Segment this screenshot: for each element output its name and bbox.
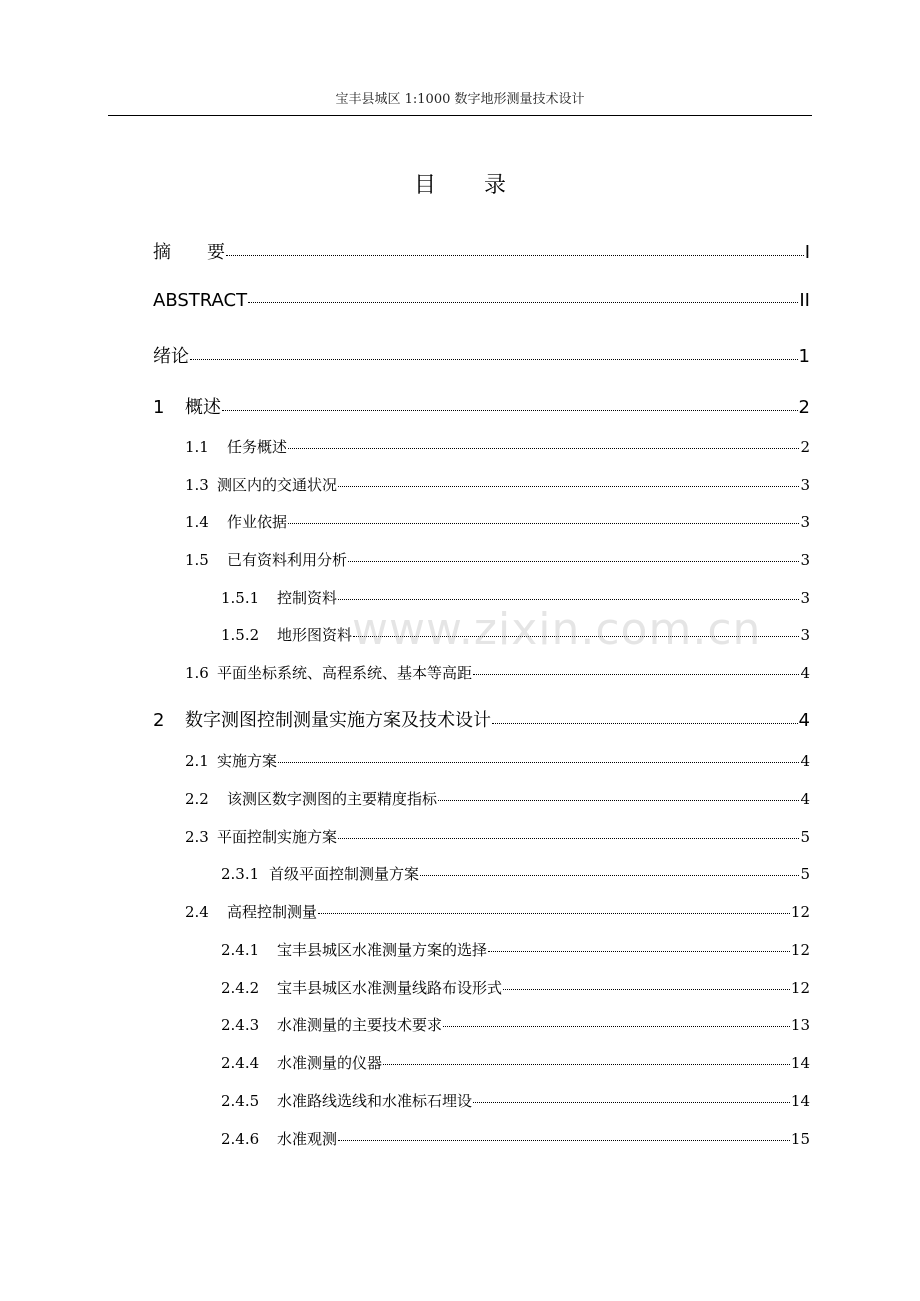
toc-entry-number: 2.2 [185,790,209,808]
toc-entry-number: 2.3 [185,828,209,846]
toc-entry[interactable] [153,393,810,419]
toc-leader-dots [443,1026,790,1027]
toc-entry-page: 4 [800,752,810,770]
toc-leader-dots [438,800,799,801]
toc-entry-label: 控制资料 [277,589,338,607]
toc-entry-page: 5 [800,865,810,883]
toc-entry-label: 作业依据 [227,513,288,531]
toc-entry-page: 4 [800,664,810,682]
toc-entry-number: 1.5 [185,551,209,569]
toc-entry[interactable] [185,474,810,495]
toc-entry-page: 13 [790,1016,810,1034]
toc-entry-label: 摘 要 [153,242,225,263]
toc-entry-page: 3 [800,513,810,531]
toc-entry-label: 首级平面控制测量方案 [269,865,420,883]
toc-entry[interactable] [221,624,810,645]
toc-entry-number: 1.4 [185,513,209,531]
toc-entry[interactable] [185,436,810,457]
toc-entry-label: 数字测图控制测量实施方案及技术设计 [185,710,491,731]
toc-entry-page: 5 [800,828,810,846]
toc-entry-number: 1.6 [185,664,209,682]
toc-leader-dots [488,951,790,952]
toc-title-char: 录 [484,173,507,198]
toc-entry-page: 12 [790,903,810,921]
toc-entry[interactable] [185,788,810,809]
toc-leader-dots [288,448,799,449]
toc-entry-number: 2.4.4 [221,1054,260,1072]
toc-entry-number: 1.5.1 [221,589,260,607]
toc-entry[interactable] [153,290,810,311]
toc-leader-dots [353,636,799,637]
toc-leader-dots [503,989,790,990]
toc-leader-dots [383,1064,790,1065]
toc-entry[interactable] [153,238,810,264]
toc-entry-label: 宝丰县城区水准测量方案的选择 [277,941,488,959]
toc-entry-label: 水准观测 [277,1130,338,1148]
toc-entry-label: ABSTRACT [153,290,248,311]
toc-entry-number: 2.4.6 [221,1130,260,1148]
toc-entry-number: 1 [153,397,165,418]
toc-entry-page: 4 [800,790,810,808]
toc-entry-label: 水准测量的主要技术要求 [277,1016,443,1034]
running-header: 宝丰县城区 1:1000 数字地形测量技术设计 [335,92,585,107]
toc-entry-page: 2 [798,397,810,418]
toc-leader-dots [288,523,799,524]
toc-entry-label: 实施方案 [217,752,278,770]
toc-entry-label: 水准测量的仪器 [277,1054,383,1072]
toc-leader-dots [420,875,799,876]
toc-leader-dots [318,913,790,914]
toc-leader-dots [248,302,798,303]
toc-entry-page: 12 [790,979,810,997]
toc-title-char: 目 [413,173,436,198]
toc-leader-dots [338,599,799,600]
toc-entry[interactable] [153,706,810,732]
toc-entry-label: 水准路线选线和水准标石埋设 [277,1092,473,1110]
toc-entry-page: 14 [790,1092,810,1110]
toc-title [0,168,920,199]
toc-entry-number: 2.4.2 [221,979,260,997]
toc-entry[interactable] [185,826,810,847]
toc-entry-label: 平面控制实施方案 [217,828,338,846]
toc-entry-page: 4 [798,710,810,731]
toc-entry-label: 概述 [185,397,221,418]
toc-entry-page: 3 [800,476,810,494]
toc-entry-number: 2.1 [185,752,209,770]
toc-entry[interactable] [221,863,810,884]
toc-entry[interactable] [185,549,810,570]
toc-entry[interactable] [221,977,810,998]
toc-entry-number: 2.4.3 [221,1016,260,1034]
toc-leader-dots [338,1140,790,1141]
toc-entry-page: 3 [800,626,810,644]
toc-entry-label: 宝丰县城区水准测量线路布设形式 [277,979,503,997]
toc-entry-label: 高程控制测量 [227,903,318,921]
toc-entry-number: 2.3.1 [221,865,260,883]
toc-entry-label: 地形图资料 [277,626,353,644]
toc-entry-label: 平面坐标系统、高程系统、基本等高距 [217,664,473,682]
toc-entry[interactable] [221,1128,810,1149]
toc-entry-page: I [804,242,810,263]
toc-entry[interactable] [221,1052,810,1073]
toc-entry-label: 测区内的交通状况 [217,476,338,494]
toc-entry-page: 2 [800,438,810,456]
toc-leader-dots [338,486,799,487]
toc-entry[interactable] [185,750,810,771]
header-rule [108,115,812,116]
toc-entry[interactable] [221,1090,810,1111]
toc-entry-number: 1.1 [185,438,209,456]
toc-entry-page: 3 [800,551,810,569]
toc-leader-dots [222,410,798,411]
toc-leader-dots [226,255,804,256]
toc-entry-number: 1.3 [185,476,209,494]
toc-entry-page: 1 [798,346,810,367]
toc-leader-dots [473,674,799,675]
toc-entry-page: 3 [800,589,810,607]
toc-entry-number: 2.4 [185,903,209,921]
toc-entry[interactable] [221,587,810,608]
toc-entry[interactable] [185,662,810,683]
toc-leader-dots [348,561,799,562]
toc-entry-label: 任务概述 [227,438,288,456]
watermark: www.zixin.com.cn [352,604,762,655]
toc-entry-number: 2.4.5 [221,1092,260,1110]
toc-entry-number: 2 [153,710,165,731]
toc-leader-dots [492,723,798,724]
toc-entry-page: II [799,290,810,311]
toc-entry-label: 已有资料利用分析 [227,551,348,569]
toc-entry-page: 14 [790,1054,810,1072]
toc-entry[interactable] [185,511,810,532]
toc-entry[interactable] [221,1014,810,1035]
toc-leader-dots [278,762,799,763]
toc-entry[interactable] [153,342,810,368]
toc-entry-number: 2.4.1 [221,941,260,959]
toc-entry-label: 该测区数字测图的主要精度指标 [227,790,438,808]
toc-entry-number: 1.5.2 [221,626,260,644]
toc-entry[interactable] [221,939,810,960]
toc-entry-page: 15 [790,1130,810,1148]
toc-leader-dots [190,359,798,360]
toc-entry[interactable] [185,901,810,922]
toc-leader-dots [338,838,799,839]
toc-leader-dots [473,1102,790,1103]
toc-entry-page: 12 [790,941,810,959]
toc-entry-label: 绪论 [153,346,189,367]
